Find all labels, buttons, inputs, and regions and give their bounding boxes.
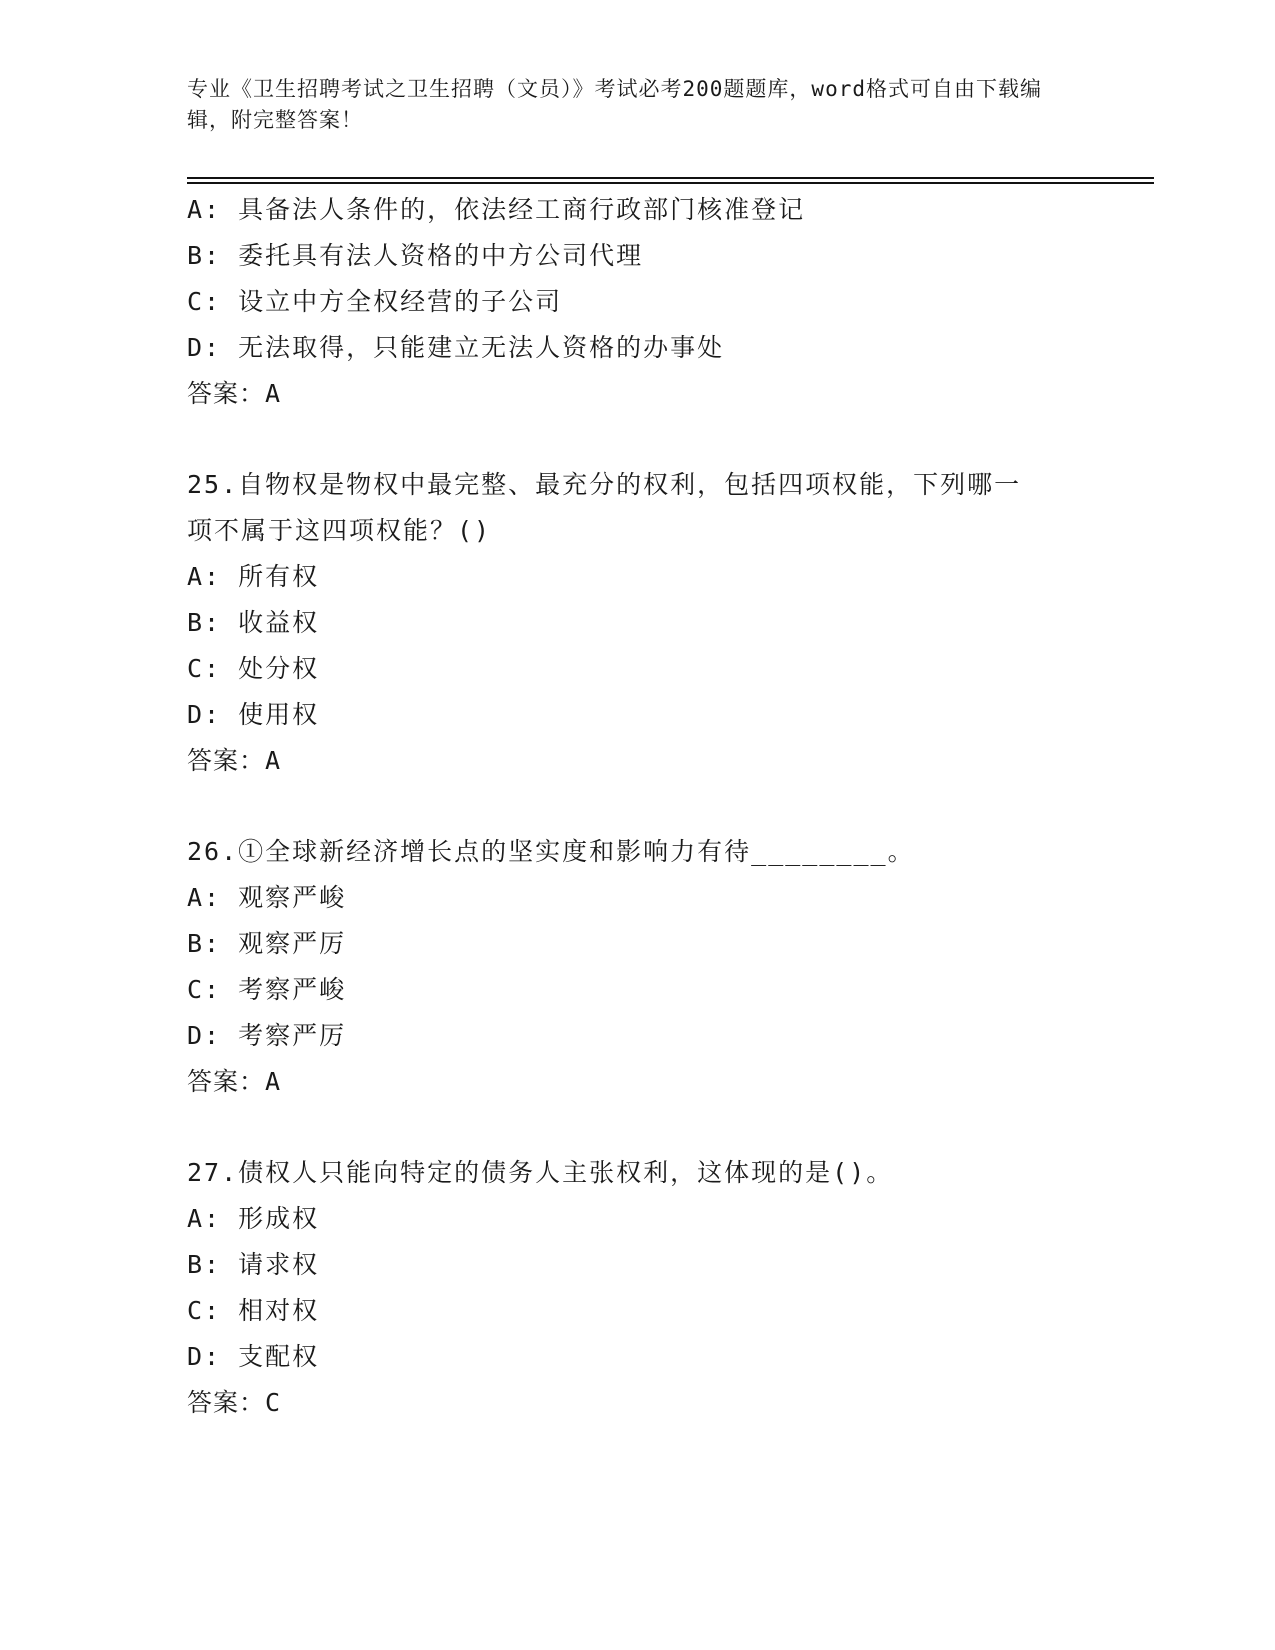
- option-a: A: 所有权: [187, 562, 320, 591]
- answer: 答案：A: [187, 746, 282, 775]
- answer: 答案：C: [187, 1388, 282, 1417]
- option-b: B: 委托具有法人资格的中方公司代理: [187, 241, 644, 270]
- option-c: C: 处分权: [187, 654, 320, 683]
- question-list: [187, 187, 1087, 1426]
- option-c: C: 设立中方全权经营的子公司: [187, 287, 563, 316]
- option-a: A: 具备法人条件的，依法经工商行政部门核准登记: [187, 195, 806, 224]
- option-d: D: 支配权: [187, 1342, 320, 1371]
- document-header: 专业《卫生招聘考试之卫生招聘（文员）》考试必考200题题库，word格式可自由下载编辑，附完整答案！: [187, 77, 1042, 132]
- answer: 答案：A: [187, 1067, 282, 1096]
- spacer: [187, 1105, 1087, 1150]
- option-a: A: 观察严峻: [187, 883, 347, 912]
- option-c: C: 相对权: [187, 1296, 320, 1325]
- question-stem: 25.自物权是物权中最完整、最充分的权利，包括四项权能，下列哪一: [187, 470, 1022, 499]
- header-divider-bottom: [187, 182, 1154, 184]
- option-d: D: 考察严厉: [187, 1021, 347, 1050]
- question-25: [187, 462, 1087, 784]
- option-d: D: 使用权: [187, 700, 320, 729]
- question-26: [187, 829, 1087, 1105]
- option-b: B: 请求权: [187, 1250, 320, 1279]
- option-b: B: 观察严厉: [187, 929, 347, 958]
- option-d: D: 无法取得，只能建立无法人资格的办事处: [187, 333, 725, 362]
- question-27: [187, 1150, 1087, 1426]
- option-c: C: 考察严峻: [187, 975, 347, 1004]
- option-b: B: 收益权: [187, 608, 320, 637]
- spacer: [187, 417, 1087, 462]
- question-stem: 26.①全球新经济增长点的坚实度和影响力有待________。: [187, 837, 915, 866]
- header-divider-top: [187, 177, 1154, 179]
- answer: 答案：A: [187, 379, 282, 408]
- option-a: A: 形成权: [187, 1204, 320, 1233]
- question-stem: 27.债权人只能向特定的债务人主张权利，这体现的是()。: [187, 1158, 894, 1187]
- question-stem-continued: 项不属于这四项权能？(): [187, 516, 492, 545]
- question-24: [187, 187, 1087, 417]
- spacer: [187, 784, 1087, 829]
